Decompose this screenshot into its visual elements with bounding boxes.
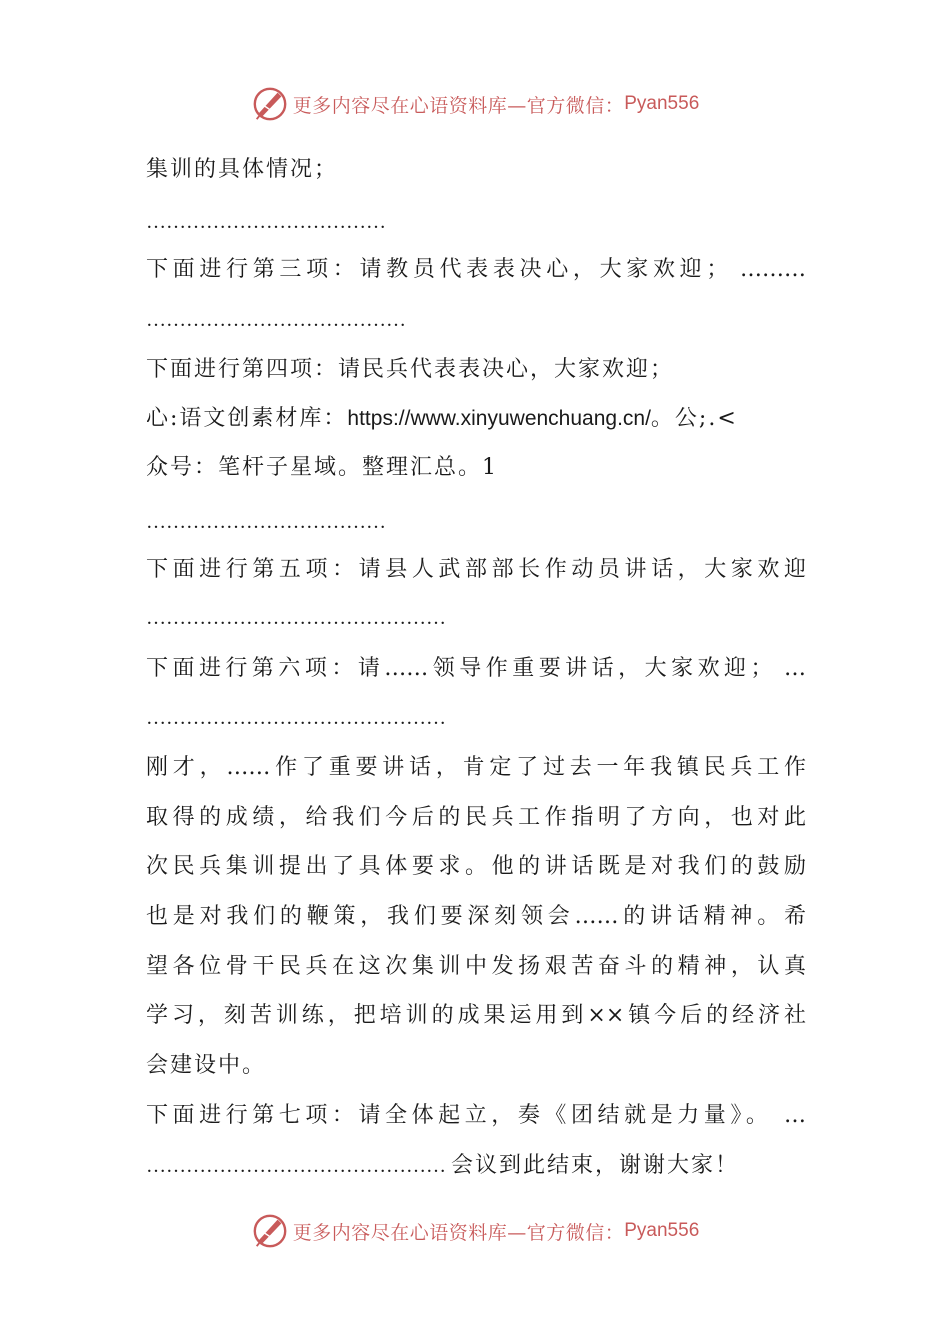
body-line: 下面进行第七项：请全体起立，奏《团结就是力量》。 …	[146, 1103, 806, 1128]
banner-text: 更多内容尽在心语资料库—官方微信：	[292, 94, 625, 117]
quill-logo-icon	[251, 85, 289, 123]
banner-text: 更多内容尽在心语资料库—官方微信：	[292, 1221, 625, 1244]
paragraph-line: 学习，刻苦训练，把培训的成果运用到××镇今后的经济社	[146, 1003, 806, 1028]
dots-line: ………………………………………	[146, 707, 446, 729]
source-url: https://www.xinyuwenchuang.cn/	[347, 407, 651, 430]
footer-banner	[0, 1211, 950, 1251]
paragraph-line: 刚才，……作了重要讲话，肯定了过去一年我镇民兵工作	[146, 755, 806, 780]
banner-wechat-id: Pyan556	[624, 1220, 700, 1241]
paragraph-line: 会建设中。	[146, 1053, 267, 1078]
source-label: 心:语文创素材库：	[146, 406, 348, 431]
paragraph-line: 望各位骨干民兵在这次集训中发扬艰苦奋斗的精神，认真	[146, 954, 806, 979]
dots-line: …………………………………	[146, 309, 406, 331]
closing-text: 会议到此结束，谢谢大家！	[451, 1153, 740, 1178]
dots-line: ………………………………	[146, 211, 386, 233]
paragraph-line: 取得的成绩，给我们今后的民兵工作指明了方向，也对此	[146, 805, 806, 830]
body-line: 集训的具体情况；	[146, 157, 339, 182]
body-line: 下面进行第三项：请教员代表表决心，大家欢迎； ………	[146, 257, 806, 282]
paragraph-line: 次民兵集训提出了具体要求。他的讲话既是对我们的鼓励	[146, 854, 806, 879]
banner-wechat-id: Pyan556	[624, 93, 700, 114]
closing-line	[146, 1150, 739, 1182]
dots-line: ………………………………	[146, 511, 386, 533]
source-suffix: 。公;.<	[650, 406, 738, 431]
body-line: 下面进行第五项：请县人武部部长作动员讲话，大家欢迎	[146, 557, 806, 582]
body-line: 下面进行第四项：请民兵代表表决心，大家欢迎；	[146, 357, 675, 382]
body-line: 下面进行第六项：请……领导作重要讲话，大家欢迎； …	[146, 656, 806, 681]
body-line: 众号：笔杆子星域。整理汇总。1	[146, 455, 498, 480]
closing-dots: ………………………………………	[146, 1155, 451, 1177]
quill-logo-icon	[251, 1212, 289, 1250]
source-line	[146, 403, 738, 435]
header-banner	[0, 84, 950, 124]
dots-line: ………………………………………	[146, 607, 446, 629]
paragraph-line: 也是对我们的鞭策，我们要深刻领会……的讲话精神。希	[146, 904, 806, 929]
